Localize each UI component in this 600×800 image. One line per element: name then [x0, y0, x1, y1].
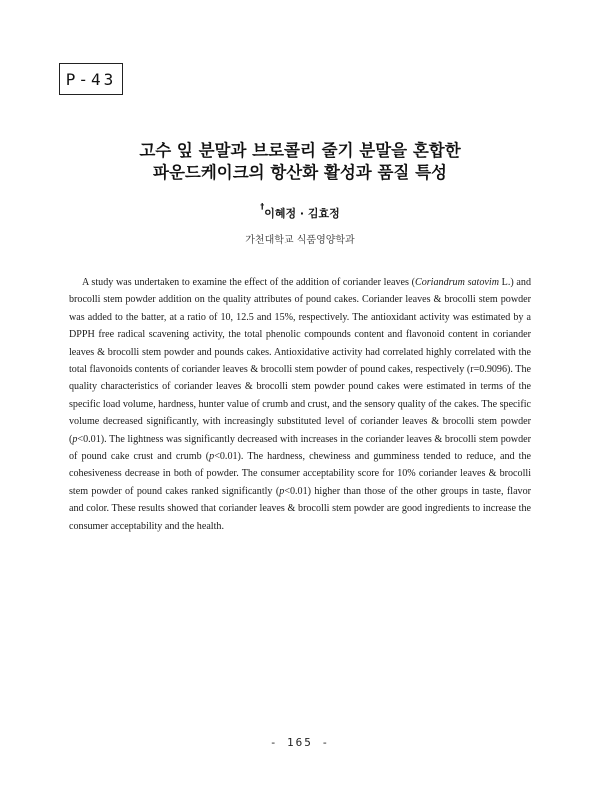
- poster-number-box: [59, 63, 123, 95]
- corresponding-author-mark: †: [260, 202, 265, 211]
- author-line: [0, 202, 600, 221]
- abstract-text: [69, 274, 531, 535]
- page-number: - 165 -: [269, 736, 331, 749]
- title-line-2: 파운드케이크의 항산화 활성과 품질 특성: [153, 163, 447, 182]
- abstract-part-1: A study was undertaken to examine the effect of the addition of coriander leaves (: [82, 277, 415, 288]
- p-value-symbol: p: [279, 485, 285, 497]
- p-value-symbol: p: [72, 433, 78, 445]
- paper-title: [0, 140, 600, 184]
- affiliation: 가천대학교 식품영양학과: [245, 235, 355, 246]
- p-value-symbol: p: [209, 451, 215, 463]
- abstract-part-3: <0.01). The lightness was significantly decreased with increases in the coriander leaves & brocolli stem powder of pound cake crust and crumb (: [69, 433, 531, 463]
- abstract-part-4: <0.01). The hardness, chewiness and gumminess tended to reduce, and the cohesiveness decrease in both of powder. The consumer acceptability score for 10% coriander leaves & brocolli stem powder of pound cakes ranked significantly (: [69, 451, 531, 497]
- author-names: 이혜정 · 김효정: [264, 207, 340, 220]
- title-line-1: 고수 잎 분말과 브로콜리 줄기 분말을 혼합한: [139, 141, 461, 160]
- abstract-part-2: L.) and brocolli stem powder addition on the quality attributes of pound cakes. Coriander leaves & brocolli stem powder was added to the batter, at a ratio of 10, 12.5 and 15%, respectively. The antioxidant activity was estimated by a DPPH free radical scavening activity, the total phenolic compounds content and flavonoid content in coriander leaves & brocolli stem powder and pounds cakes. Antioxidative activity had correlated highly correlated with the total flavonoids contents of coriander leaves & brocolli stem powder of pound cakes, respectively (r=0.9096). The quality characteristics of coriander leaves & brocolli stem powder pound cakes were estimated in terms of the specific load volume, hardness, hunter value of crumb and crust, and the sensory quality of the cakes. The specific volume decreased significantly, with increasingly substituted level of coriander leaves & brocolli stem powder (: [69, 277, 532, 445]
- abstract-part-5: <0.01) higher than those of the other groups in taste, flavor and color. These results showed that coriander leaves & brocolli stem powder are good ingredients to increase the consumer acceptability and the health.: [69, 485, 531, 532]
- poster-number: P-43: [65, 69, 117, 89]
- species-name: Coriandrum satovim: [414, 277, 499, 288]
